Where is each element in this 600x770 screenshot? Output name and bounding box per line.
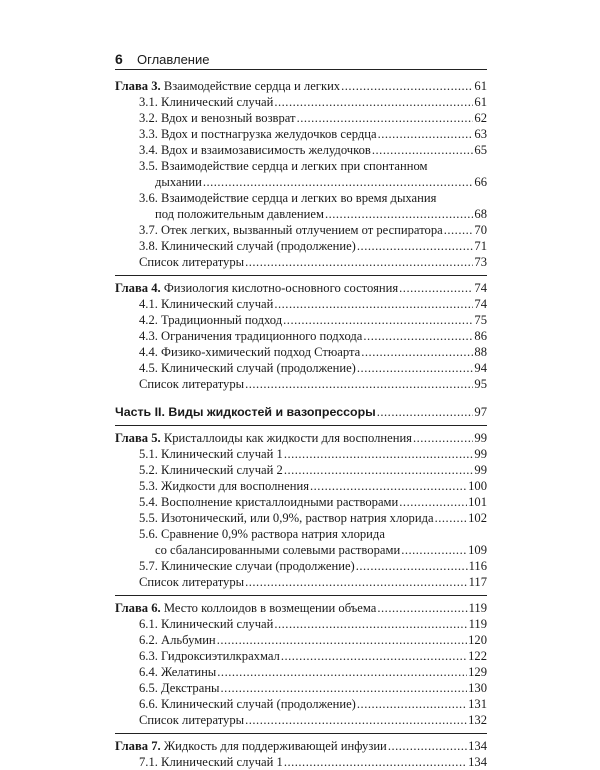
toc-item-wrapped[interactable]: 5.6. Сравнение 0,9% раствора натрия хлорида — [139, 527, 385, 541]
toc-item[interactable]: 6.6. Клинический случай (продолжение) ..... 131 — [115, 696, 487, 712]
toc-item[interactable]: 5.4. Восполнение кристаллоидными растворами ..... 101 — [115, 494, 487, 510]
toc-item[interactable]: 4.2. Традиционный подход ..... 75 — [115, 312, 487, 328]
toc-references[interactable]: Список литературы ..... 132 — [115, 712, 487, 728]
toc-item[interactable]: 3.4. Вдох и взаимозависимость желудочков ..... 65 — [115, 142, 487, 158]
toc-item[interactable]: 4.4. Физико-химический подход Стюарта ..... 88 — [115, 344, 487, 360]
toc-chapter-3[interactable] — [115, 78, 487, 94]
chapter-divider — [115, 425, 487, 426]
table-of-contents — [115, 78, 487, 770]
toc-item[interactable]: 5.7. Клинические случаи (продолжение) ..... 116 — [115, 558, 487, 574]
chapter-divider — [115, 275, 487, 276]
toc-item[interactable]: 3.1. Клинический случай ..... 61 — [115, 94, 487, 110]
chapter-divider — [115, 595, 487, 596]
chapter-divider — [115, 733, 487, 734]
toc-references[interactable]: Список литературы ..... 117 — [115, 574, 487, 590]
toc-item-wrapped[interactable]: 3.6. Взаимодействие сердца и легких во время дыхания — [139, 191, 437, 205]
toc-chapter-7[interactable]: Глава 7. Жидкость для поддерживающей инфузии ..... 134 — [115, 738, 487, 754]
toc-chapter-5[interactable]: Глава 5. Кристаллоиды как жидкости для восполнения ..... 99 — [115, 430, 487, 446]
leader-dots — [341, 78, 473, 94]
toc-item-wrapped[interactable]: 3.5. Взаимодействие сердца и легких при спонтанном — [139, 159, 428, 173]
toc-item[interactable]: 3.8. Клинический случай (продолжение) ..... 71 — [115, 238, 487, 254]
toc-item-continuation[interactable]: дыхании ..... 66 — [115, 174, 487, 190]
running-title: Оглавление — [137, 52, 210, 67]
toc-chapter-6[interactable]: Глава 6. Место коллоидов в возмещении объема ..... 119 — [115, 600, 487, 616]
toc-item[interactable]: 7.1. Клинический случай 1 ..... 134 — [115, 754, 487, 770]
toc-item[interactable]: 5.5. Изотонический, или 0,9%, раствор натрия хлорида ..... 102 — [115, 510, 487, 526]
toc-item[interactable]: 6.3. Гидроксиэтилкрахмал ..... 122 — [115, 648, 487, 664]
toc-item-continuation[interactable]: под положительным давлением ..... 68 — [115, 206, 487, 222]
toc-item[interactable]: 5.1. Клинический случай 1 ..... 99 — [115, 446, 487, 462]
toc-item[interactable]: 5.3. Жидкости для восполнения ..... 100 — [115, 478, 487, 494]
chapter-label: Глава 3. Взаимодействие сердца и легких — [115, 79, 341, 93]
toc-references[interactable]: Список литературы ..... 73 — [115, 254, 487, 270]
toc-references[interactable]: Список литературы ..... 95 — [115, 376, 487, 392]
toc-item[interactable]: 4.3. Ограничения традиционного подхода ..... 86 — [115, 328, 487, 344]
running-header — [115, 49, 487, 70]
toc-chapter-4[interactable]: Глава 4. Физиология кислотно-основного состояния ..... 74 — [115, 280, 487, 296]
page-number: 6 — [115, 51, 123, 67]
toc-item[interactable]: 6.4. Желатины ..... 129 — [115, 664, 487, 680]
toc-item[interactable]: 3.2. Вдох и венозный возврат ..... 62 — [115, 110, 487, 126]
toc-part-2[interactable]: Часть II. Виды жидкостей и вазопрессоры ..... 97 — [115, 404, 487, 420]
toc-item[interactable]: 6.2. Альбумин ..... 120 — [115, 632, 487, 648]
toc-item[interactable]: 4.1. Клинический случай ..... 74 — [115, 296, 487, 312]
toc-item-continuation[interactable]: со сбалансированными солевыми растворами ..... 109 — [115, 542, 487, 558]
toc-item[interactable]: 4.5. Клинический случай (продолжение) ..... 94 — [115, 360, 487, 376]
toc-item[interactable]: 3.3. Вдох и постнагрузка желудочков сердца ..... 63 — [115, 126, 487, 142]
toc-item[interactable]: 5.2. Клинический случай 2 ..... 99 — [115, 462, 487, 478]
toc-item[interactable]: 6.1. Клинический случай ..... 119 — [115, 616, 487, 632]
toc-item[interactable]: 3.7. Отек легких, вызванный отлучением от респиратора ..... 70 — [115, 222, 487, 238]
page-ref: 61 — [474, 79, 487, 93]
toc-item[interactable]: 6.5. Декстраны ..... 130 — [115, 680, 487, 696]
